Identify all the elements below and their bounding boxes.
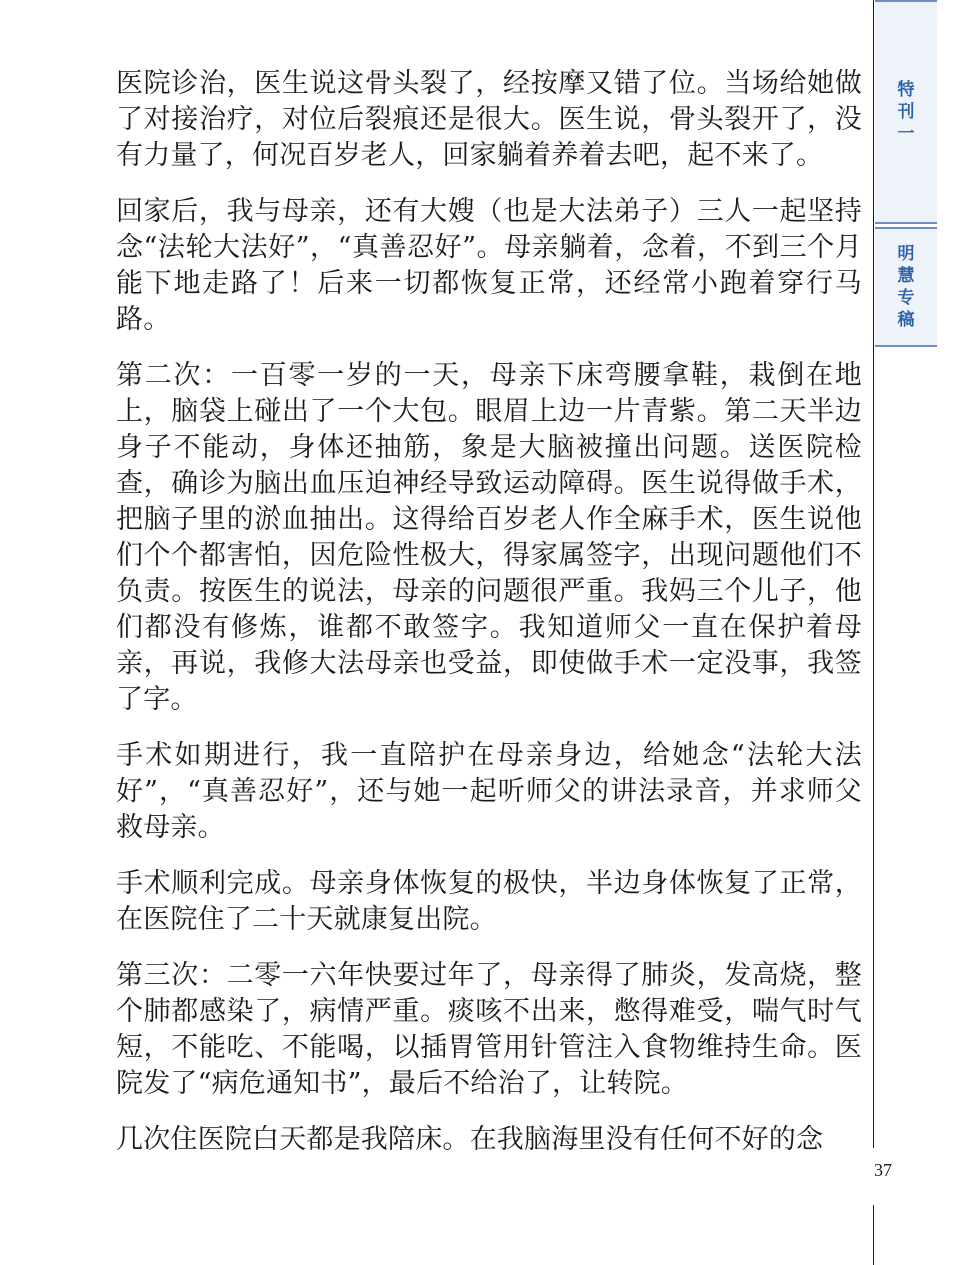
sidebar-divider-line [873,0,874,1148]
section-sidebar [873,0,978,1265]
page-number: 37 [874,1160,892,1180]
paragraph: 第三次：二零一六年快要过年了，母亲得了肺炎，发高烧，整个肺都感染了，病情严重。痰咳不出来，憋得难受，喘气时气短，不能吃、不能喝，以插胃管用针管注入食物维持生命。医院发了“病危通知书”，最后不给治了，让转院。 [116,960,862,1099]
tab-char: 慧 [897,266,915,286]
tab-bottom-border [875,345,937,347]
paragraph: 几次住医院白天都是我陪床。在我脑海里没有任何不好的念 [116,1124,824,1155]
sidebar-divider-line-bottom [873,1205,874,1265]
tab-char: 明 [897,244,915,264]
paragraph: 手术如期进行，我一直陪护在母亲身边，给她念“法轮大法好”，“真善忍好”，还与她一起听师父的讲法录音，并求师父救母亲。 [116,740,862,843]
paragraph: 第二次：一百零一岁的一天，母亲下床弯腰拿鞋，栽倒在地上，脑袋上碰出了一个大包。眼眉上边一片青紫。第二天半边身子不能动，身体还抽筋，象是大脑被撞出问题。送医院检查，确诊为脑出血压迫神经导致运动障碍。医生说得做手术，把脑子里的淤血抽出。这得给百岁老人作全麻手术，医生说他们个个都害怕，因危险性极大，得家属签字，出现问题他们不负责。按医生的说法，母亲的问题很严重。我妈三个儿子，他们都没有修炼，谁都不敢签字。我知道师父一直在保护着母亲，再说，我修大法母亲也受益，即使做手术一定没事，我签了字。 [116,360,862,715]
tab-char: 专 [897,288,915,308]
tab-char: 特 [897,80,915,100]
tab-char: 一 [897,124,915,144]
tab-char: 刊 [897,102,915,122]
article-body [116,66,862,1178]
paragraph: 回家后，我与母亲，还有大嫂（也是大法弟子）三人一起坚持念“法轮大法好”，“真善忍好”。母亲躺着，念着，不到三个月能下地走路了！后来一切都恢复正常，还经常小跑着穿行马路。 [116,196,862,335]
paragraph: 医院诊治，医生说这骨头裂了，经按摩又错了位。当场给她做了对接治疗，对位后裂痕还是很大。医生说，骨头裂开了，没有力量了，何况百岁老人，回家躺着养着去吧，起不来了。 [116,68,862,171]
paragraph: 手术顺利完成。母亲身体恢复的极快，半边身体恢复了正常，在医院住了二十天就康复出院。 [116,868,862,935]
tab-separator [875,222,937,224]
section-tab-minghui-manuscript [875,229,937,345]
section-tab-special-issue [875,2,937,222]
tab-char: 稿 [897,310,915,330]
